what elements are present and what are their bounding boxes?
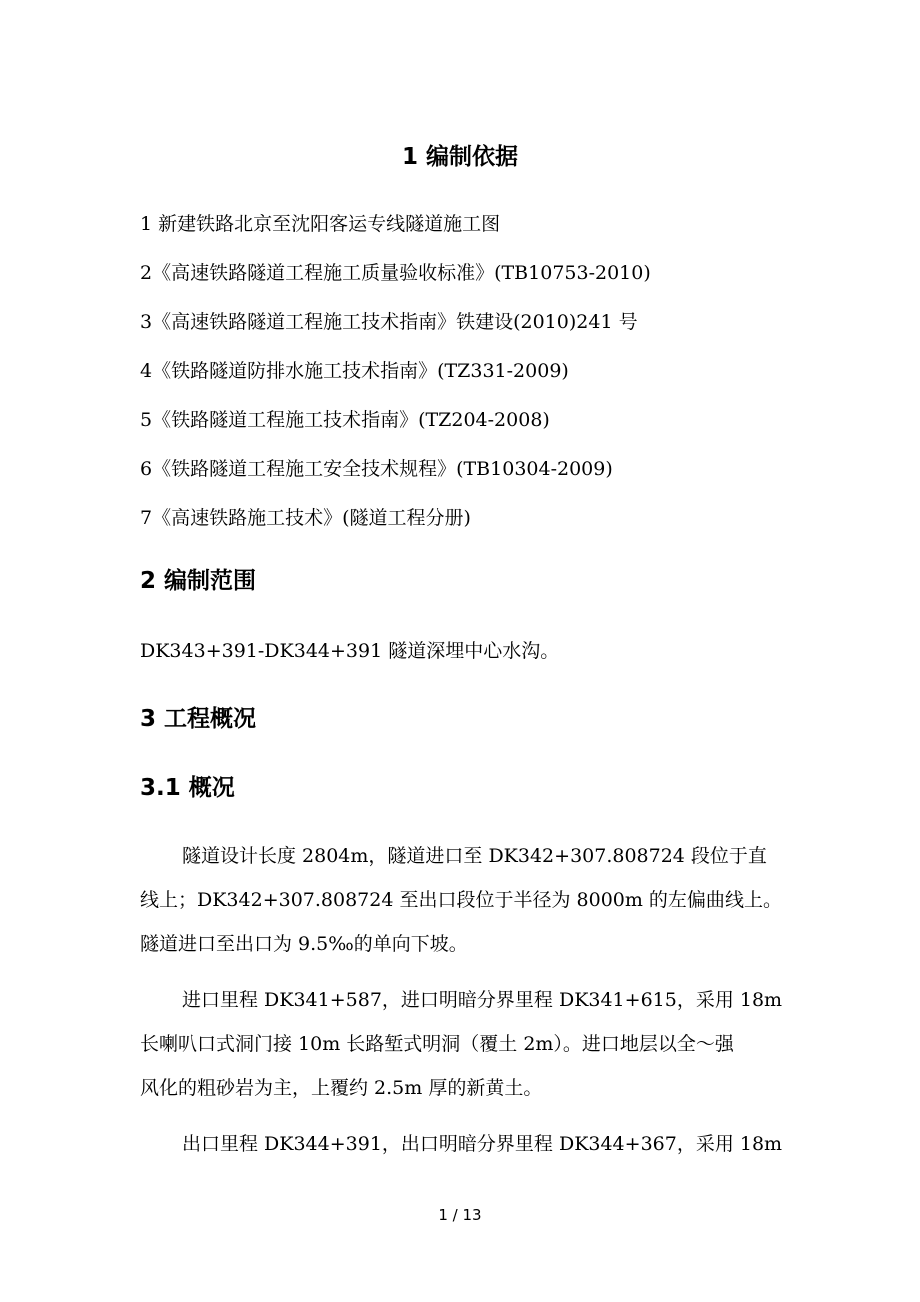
reference-item: 6《铁路隧道工程施工安全技术规程》(TB10304-2009) [140, 458, 613, 480]
section-3-heading: 3 工程概况 [140, 706, 257, 732]
paragraph-overview [140, 834, 780, 966]
paragraph-exit [140, 1122, 783, 1166]
scope-text: DK343+391-DK344+391 隧道深埋中心水沟。 [140, 640, 560, 662]
reference-item: 2《高速铁路隧道工程施工质量验收标准》(TB10753-2010) [140, 262, 651, 284]
reference-item: 5《铁路隧道工程施工技术指南》(TZ204-2008) [140, 409, 550, 431]
paragraph-line: 隧道进口至出口为 9.5‰的单向下坡。 [140, 933, 468, 955]
page-number: 1 / 13 [438, 1206, 482, 1224]
paragraph-line: 长喇叭口式洞门接 10m 长路堑式明洞（覆土 2m）。进口地层以全～强 [140, 1033, 734, 1055]
reference-list [140, 206, 800, 549]
paragraph-line: 风化的粗砂岩为主，上覆约 2.5m 厚的新黄土。 [140, 1077, 543, 1099]
reference-item: 4《铁路隧道防排水施工技术指南》(TZ331-2009) [140, 360, 569, 382]
paragraph-line: 隧道设计长度 2804m，隧道进口至 DK342+307.808724 段位于直 [182, 845, 767, 867]
paragraph-entrance [140, 978, 783, 1110]
section-1-heading: 1 编制依据 [401, 144, 518, 170]
paragraph-line: 进口里程 DK341+587，进口明暗分界里程 DK341+615，采用 18m [182, 989, 783, 1011]
paragraph-line: 出口里程 DK344+391，出口明暗分界里程 DK344+367，采用 18m [182, 1133, 783, 1155]
subsection-3-1-heading: 3.1 概况 [140, 775, 235, 801]
reference-item: 1 新建铁路北京至沈阳客运专线隧道施工图 [140, 213, 501, 235]
section-2-heading: 2 编制范围 [140, 568, 257, 594]
reference-item: 7《高速铁路施工技术》(隧道工程分册) [140, 507, 471, 529]
reference-item: 3《高速铁路隧道工程施工技术指南》铁建设(2010)241 号 [140, 311, 638, 333]
paragraph-line: 线上；DK342+307.808724 至出口段位于半径为 8000m 的左偏曲线上。 [140, 889, 782, 911]
